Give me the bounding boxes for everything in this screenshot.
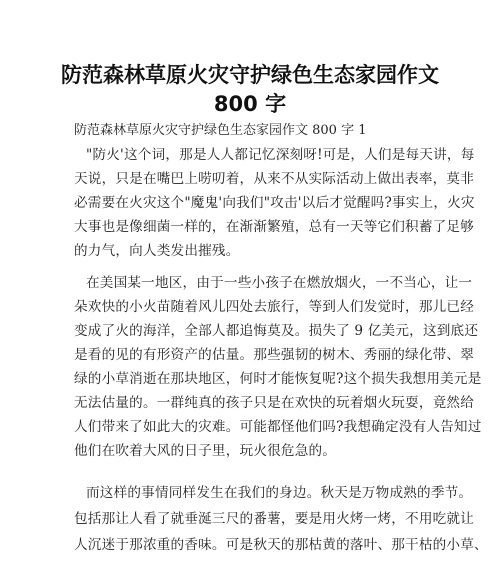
- paragraph-2-line: 是看的见的有形资产的估量。那些强韧的树木、秀丽的绿化带、翠: [74, 347, 475, 363]
- paragraph-2-line: 无法估量的。一群纯真的孩子只是在欢快的玩着烟火玩耍，竟然给: [74, 395, 475, 411]
- paragraph-1-line: "防火'这个词，那是人人都记忆深刻呀!可是，人们是每天讲，每: [86, 147, 475, 163]
- paragraph-2-line: 在美国某一地区，由于一些小孩子在燃放烟火，一不当心，让一: [86, 275, 473, 291]
- document-title-line-1: 防范森林草原火灾守护绿色生态家园作文: [61, 63, 439, 87]
- paragraph-2-line: 人们带来了如此大的灾难。可能都怪他们吗?我想确定没有人告知过: [74, 419, 482, 435]
- paragraph-3-line: 人沉迷于那浓重的香味。可是秋天的那枯黄的落叶、那干枯的小草、: [74, 537, 488, 553]
- paragraph-2-line: 绿的小草消逝在那块地区，何时才能恢复呢?这个损失我想用美元是: [74, 371, 482, 387]
- paragraph-3-line: 包括那让人看了就垂涎三尺的番薯，要是用火烤一烤，不用吃就让: [74, 511, 475, 527]
- paragraph-2-line: 他们在吹着大风的日子里，玩火很危急的。: [74, 443, 337, 459]
- paragraph-1-line: 天说，只是在嘴巴上唠叨着，从来不从实际活动上做出表率，莫非: [74, 171, 475, 187]
- paragraph-2-line: 朵欢快的小火苗随着风儿四处去旅行，等到人们发觉时，那儿已经: [74, 299, 475, 315]
- paragraph-3-line: 而这样的事情同样发生在我们的身边。秋天是万物成熟的季节。: [86, 485, 473, 501]
- paragraph-1-line: 必需要在火灾这个"魔鬼'向我们"攻击'以后才觉醒吗?事实上，火灾: [74, 195, 475, 211]
- paragraph-1-line: 的力气，向人类发出摧残。: [74, 243, 240, 259]
- paragraph-1-line: 大事也是像细菌一样的，在渐渐繁殖，总有一天等它们积蓄了足够: [74, 219, 475, 235]
- document-title-line-2: 800 字: [213, 92, 287, 116]
- paragraph-2-line: 变成了火的海洋，全部人都追悔莫及。损失了 9 亿美元，这到底还: [74, 323, 479, 339]
- document-subtitle: 防范森林草原火灾守护绿色生态家园作文 800 字 1: [74, 123, 367, 138]
